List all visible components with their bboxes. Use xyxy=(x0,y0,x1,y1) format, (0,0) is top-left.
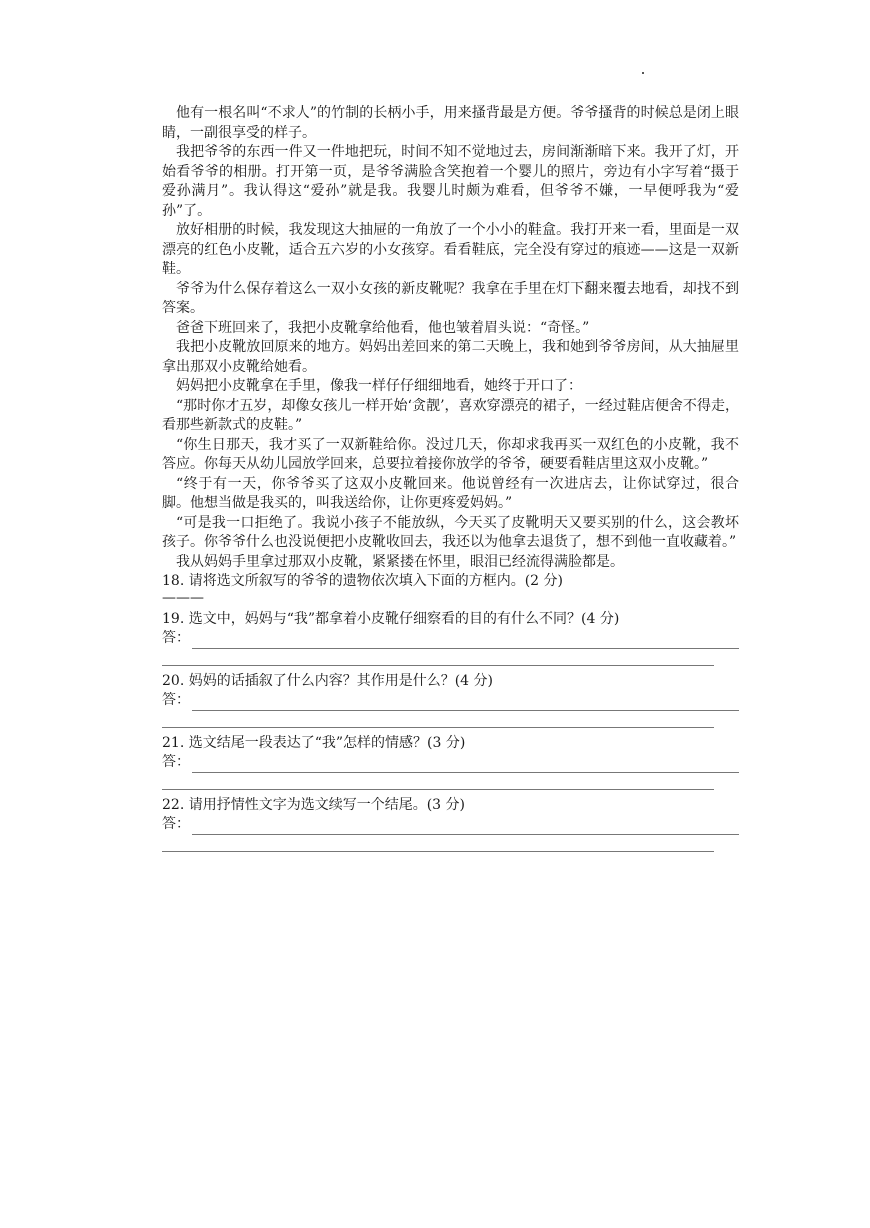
paragraph-9: “你生日那天，我才买了一双新鞋给你。没过几天，你却求我再买一双红色的小皮靴，我不答应。你每天从幼儿园放学回来，总要拉着接你放学的爷爷，硬要看鞋店里这双小皮靴。” xyxy=(162,436,739,472)
answer-20-rule xyxy=(192,696,739,711)
answer-21-rule xyxy=(192,758,739,773)
paragraph-1: 他有一根名叫“不求人”的竹制的长柄小手，用来搔背最是方便。爷爷搔背的时候总是闭上眼睛，一副很享受的样子。 xyxy=(162,105,739,141)
question-19: 19. 选文中，妈妈与“我”都拿着小皮靴仔细察看的目的有什么不同？(4 分) xyxy=(162,610,620,627)
paragraph-7: 妈妈把小皮靴拿在手里，像我一样仔仔细细地看，她终于开口了： xyxy=(176,378,582,394)
answer-20-label: 答： xyxy=(162,692,190,708)
answer-22-label: 答： xyxy=(162,816,190,832)
answer-21-label: 答： xyxy=(162,754,190,770)
answer-19-rule xyxy=(192,634,739,649)
answer-22-rule-2[interactable] xyxy=(162,835,714,852)
answer-19-rule-2[interactable] xyxy=(162,649,714,666)
question-20: 20. 妈妈的话插叙了什么内容？其作用是什么？(4 分) xyxy=(162,672,493,689)
question-18: 18. 请将选文所叙写的爷爷的遗物依次填入下面的方框内。(2 分) xyxy=(162,573,563,589)
answer-21-line[interactable] xyxy=(162,753,739,773)
question-18-dash: ——— xyxy=(162,589,204,606)
answer-19-label: 答： xyxy=(162,630,190,646)
paragraph-8: “那时你才五岁，却像女孩儿一样开始‘贪靓’，喜欢穿漂亮的裙子，一经过鞋店便舍不得走，看那些新款式的皮鞋。” xyxy=(162,397,739,433)
question-22: 22. 请用抒情性文字为选文续写一个结尾。(3 分) xyxy=(162,796,465,813)
answer-19-line[interactable] xyxy=(162,629,739,649)
answer-21-rule-2[interactable] xyxy=(162,773,714,790)
paragraph-6: 我把小皮靴放回原来的地方。妈妈出差回来的第二天晚上，我和她到爷爷房间，从大抽屉里拿出那双小皮靴给她看。 xyxy=(162,339,739,375)
answer-22-line[interactable] xyxy=(162,815,739,835)
paragraph-4: 爷爷为什么保存着这么一双小女孩的新皮靴呢？我拿在手里在灯下翻来覆去地看，却找不到答案。 xyxy=(162,280,739,316)
answer-22-rule xyxy=(192,820,739,835)
paragraph-3: 放好相册的时候，我发现这大抽屉的一角放了一个小小的鞋盒。我打开来一看，里面是一双漂亮的红色小皮靴，适合五六岁的小女孩穿。看看鞋底，完全没有穿过的痕迹——这是一双新鞋。 xyxy=(162,222,739,277)
document-page xyxy=(162,104,739,858)
paragraph-2: 我把爷爷的东西一件又一件地把玩，时间不知不觉地过去，房间渐渐暗下来。我开了灯，开始看爷爷的相册。打开第一页，是爷爷满脸含笑抱着一个婴儿的照片，旁边有小字写着“摄于爱孙满月”。我认得这“爱孙”就是我。我婴儿时颇为难看，但爷爷不嫌，一早便呼我为“爱孙”了。 xyxy=(162,144,739,219)
paragraph-10: “终于有一天，你爷爷买了这双小皮靴回来。他说曾经有一次进店去，让你试穿过，很合脚。他想当做是我买的，叫我送给你，让你更疼爱妈妈。” xyxy=(162,475,739,511)
paragraph-11: “可是我一口拒绝了。我说小孩子不能放纵，今天买了皮靴明天又要买别的什么，这会教坏孩子。你爷爷什么也没说便把小皮靴收回去，我还以为他拿去退货了，想不到他一直收藏着。” xyxy=(162,514,739,550)
answer-20-line[interactable] xyxy=(162,691,739,711)
paragraph-5: 爸爸下班回来了，我把小皮靴拿给他看，他也皱着眉头说：“奇怪。” xyxy=(176,319,590,336)
question-21: 21. 选文结尾一段表达了“我”怎样的情感？(3 分) xyxy=(162,734,466,751)
stray-mark xyxy=(642,72,644,74)
paragraph-12: 我从妈妈手里拿过那双小皮靴，紧紧搂在怀里，眼泪已经流得满脸都是。 xyxy=(176,553,624,570)
answer-20-rule-2[interactable] xyxy=(162,711,714,728)
